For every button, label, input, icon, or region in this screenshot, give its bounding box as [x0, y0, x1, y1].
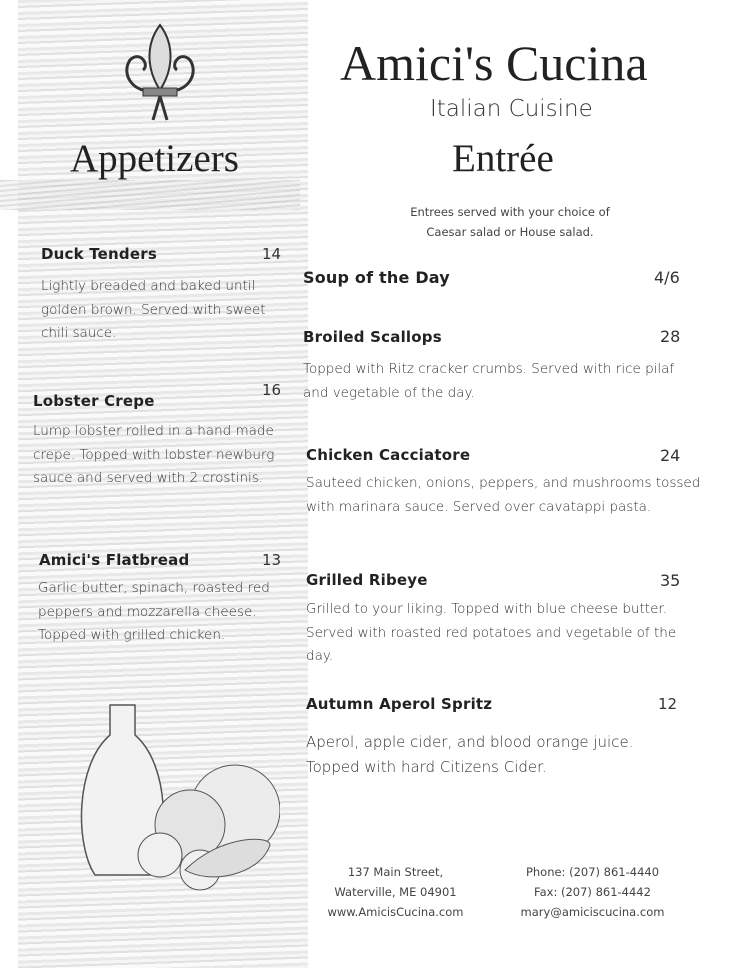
- address-line2: Waterville, ME 04901: [334, 885, 457, 899]
- address-line1: 137 Main Street,: [347, 865, 444, 879]
- entree-note: Entrees served with your choice of Caesar salad or House salad.: [410, 205, 610, 239]
- item-desc: Topped with Ritz cracker crumbs. Served with rice pilaf and vegetable of the day.: [303, 361, 675, 401]
- sketch-stroke: [0, 180, 300, 210]
- entree-heading: Entrée: [452, 137, 554, 180]
- email-link[interactable]: mary@amiciscucina.com: [520, 905, 665, 919]
- item-desc: Aperol, apple cider, and blood orange juice. Topped with hard Citizens Cider.: [306, 733, 634, 776]
- restaurant-name: Amici's Cucina: [340, 35, 648, 91]
- item-name: Lobster Crepe: [33, 392, 155, 410]
- item-price: 12: [658, 695, 678, 713]
- restaurant-subtitle: Italian Cuisine: [430, 96, 593, 122]
- item-price: 16: [262, 381, 282, 399]
- item-price: 14: [262, 245, 282, 263]
- item-name: Chicken Cacciatore: [306, 446, 471, 464]
- item-price: 24: [660, 446, 681, 465]
- item-name: Broiled Scallops: [303, 328, 442, 346]
- appetizers-heading: Appetizers: [70, 137, 239, 180]
- phone: Phone: (207) 861-4440: [525, 865, 660, 879]
- item-name: Grilled Ribeye: [306, 571, 428, 589]
- fax: Fax: (207) 861-4442: [534, 885, 651, 899]
- address-block: [318, 862, 473, 922]
- contact-block: [510, 862, 675, 922]
- item-price: 35: [660, 571, 681, 590]
- item-desc: Grilled to your liking. Topped with blue cheese butter. Served with roasted red potatoes and vegetable of the day.: [306, 601, 677, 664]
- item-name: Soup of the Day: [303, 268, 450, 287]
- item-desc: Lump lobster rolled in a hand made crepe. Topped with lobster newburg sauce and served with 2 crostinis.: [33, 423, 275, 486]
- item-price: 13: [262, 551, 282, 569]
- item-name: Duck Tenders: [41, 245, 157, 263]
- item-desc: Sauteed chicken, onions, peppers, and mushrooms tossed with marinara sauce. Served over cavatappi pasta.: [306, 475, 701, 515]
- website-link[interactable]: www.AmicisCucina.com: [327, 905, 464, 919]
- item-desc: Lightly breaded and baked until golden brown. Served with sweet chili sauce.: [41, 278, 266, 341]
- item-desc: Garlic butter, spinach, roasted red peppers and mozzarella cheese. Topped with grilled chicken.: [38, 580, 270, 643]
- item-price: 28: [660, 327, 681, 346]
- item-price: 4/6: [654, 268, 680, 287]
- item-name: Amici's Flatbread: [39, 551, 190, 569]
- item-name: Autumn Aperol Spritz: [306, 695, 493, 713]
- fleur-de-lis-icon: [115, 20, 205, 125]
- oil-and-tomatoes-illustration: [60, 695, 280, 895]
